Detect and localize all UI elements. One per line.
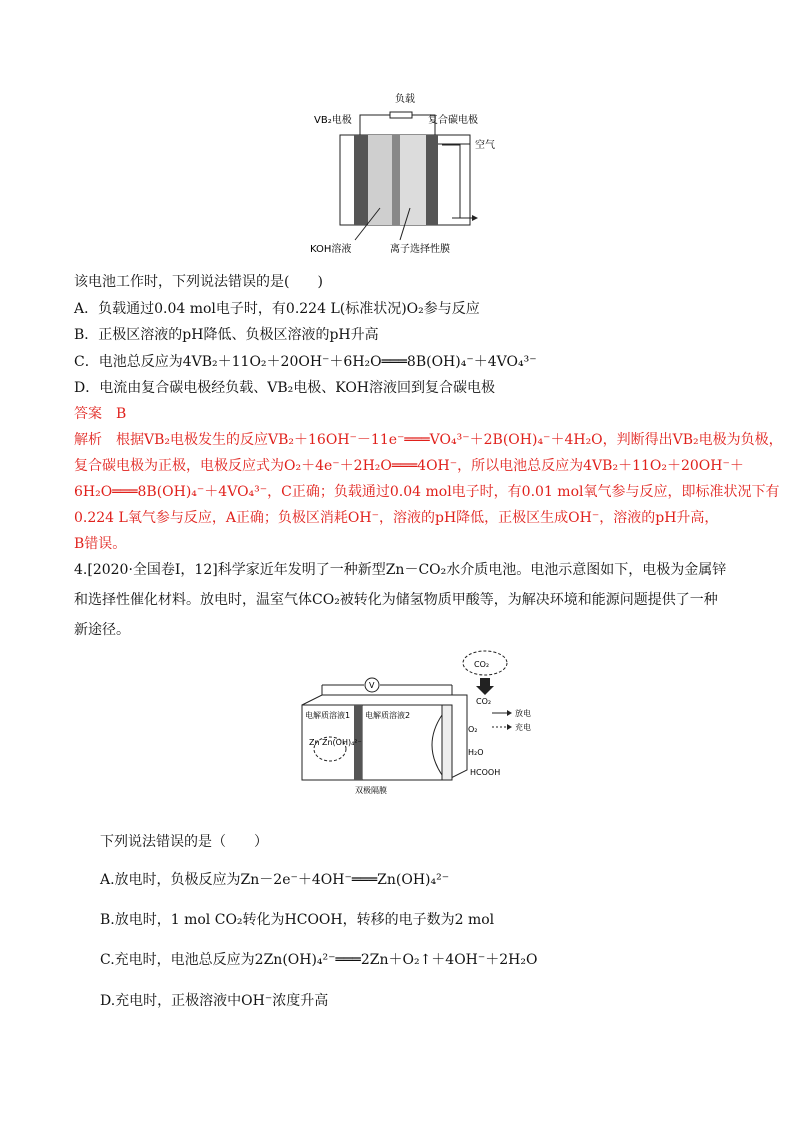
hcooh-label: HCOOH	[470, 768, 501, 777]
electrolyte-1-label: 电解质溶液1	[305, 711, 351, 720]
o2-label: O₂	[468, 725, 478, 734]
discharge-legend: 放电	[515, 709, 531, 718]
q3-answer: 答案 B	[74, 406, 127, 422]
q3-analysis-1: 解析 根据VB₂电极发生的反应VB₂＋16OH⁻－11e⁻═══VO₄³⁻＋2B(OH)₄⁻＋4H₂O，判断得出VB₂电极为负极，	[74, 432, 783, 448]
electrolyte-2-label: 电解质溶液2	[365, 711, 411, 720]
q3-analysis-5: B错误。	[74, 536, 127, 552]
q4-option-b: B.放电时，1 mol CO₂转化为HCOOH，转移的电子数为2 mol	[100, 912, 495, 928]
charge-legend: 充电	[515, 723, 531, 732]
q3-option-d: D．电流由复合碳电极经负载、VB₂电极、KOH溶液回到复合碳电极	[74, 380, 496, 396]
battery-diagram-1	[300, 90, 510, 260]
q3-analysis-2: 复合碳电极为正极，电极反应式为O₂＋4e⁻＋2H₂O═══4OH⁻，所以电池总反应为4VB₂＋11O₂＋20OH⁻＋	[74, 458, 744, 474]
q4-option-c: C.充电时，电池总反应为2Zn(OH)₄²⁻═══2Zn＋O₂↑＋4OH⁻＋2H₂O	[100, 952, 538, 968]
label-koh: KOH溶液	[310, 244, 352, 255]
q3-option-c: C．电池总反应为4VB₂＋11O₂＋20OH⁻＋6H₂O═══8B(OH)₄⁻＋4VO₄³⁻	[74, 354, 537, 370]
label-load: 负载	[395, 94, 415, 105]
q4-option-a: A.放电时，负极反应为Zn－2e⁻＋4OH⁻═══Zn(OH)₄²⁻	[100, 872, 450, 888]
zn-oh-label: Zn(OH)₄²⁻	[322, 738, 362, 747]
q4-stem-2: 和选择性催化材料。放电时，温室气体CO₂被转化为储氢物质甲酸等，为解决环境和能源问题提供了一种	[74, 592, 718, 608]
label-air: 空气	[475, 140, 495, 151]
bipolar-membrane-label: 双极隔膜	[355, 786, 387, 795]
label-carbon: 复合碳电极	[428, 115, 478, 126]
q3-analysis-4: 0.224 L氧气参与反应，A正确；负极区消耗OH⁻，溶液的pH降低，正极区生成OH⁻，溶液的pH升高，	[74, 510, 719, 526]
label-vb2: VB₂电极	[314, 115, 352, 126]
q3-stem: 该电池工作时，下列说法错误的是( )	[74, 274, 323, 290]
voltmeter-label: V	[369, 681, 375, 690]
label-membrane: 离子选择性膜	[390, 244, 450, 255]
q4-option-d: D.充电时，正极溶液中OH⁻浓度升高	[100, 993, 329, 1009]
co2-cloud-label: CO₂	[474, 660, 490, 669]
q3-option-b: B．正极区溶液的pH降低、负极区溶液的pH升高	[74, 327, 379, 343]
h2o-label: H₂O	[468, 748, 484, 757]
q4-stem-1: 4.[2020·全国卷Ⅰ，12]科学家近年发明了一种新型Zn－CO₂水介质电池。电池示意图如下，电极为金属锌	[74, 562, 727, 578]
zn-label: Zn	[309, 738, 320, 747]
q4-stem-3: 新途径。	[74, 622, 130, 638]
q3-option-a: A．负载通过0.04 mol电子时，有0.224 L(标准状况)O₂参与反应	[74, 301, 480, 317]
battery-diagram-2	[292, 645, 552, 805]
q4-stem-4: 下列说法错误的是（ ）	[100, 834, 268, 850]
co2-label: CO₂	[476, 697, 492, 706]
q3-analysis-3: 6H₂O═══8B(OH)₄⁻＋4VO₄³⁻，C正确；负载通过0.04 mol电子时，有0.01 mol氧气参与反应，即标准状况下有	[74, 484, 780, 500]
